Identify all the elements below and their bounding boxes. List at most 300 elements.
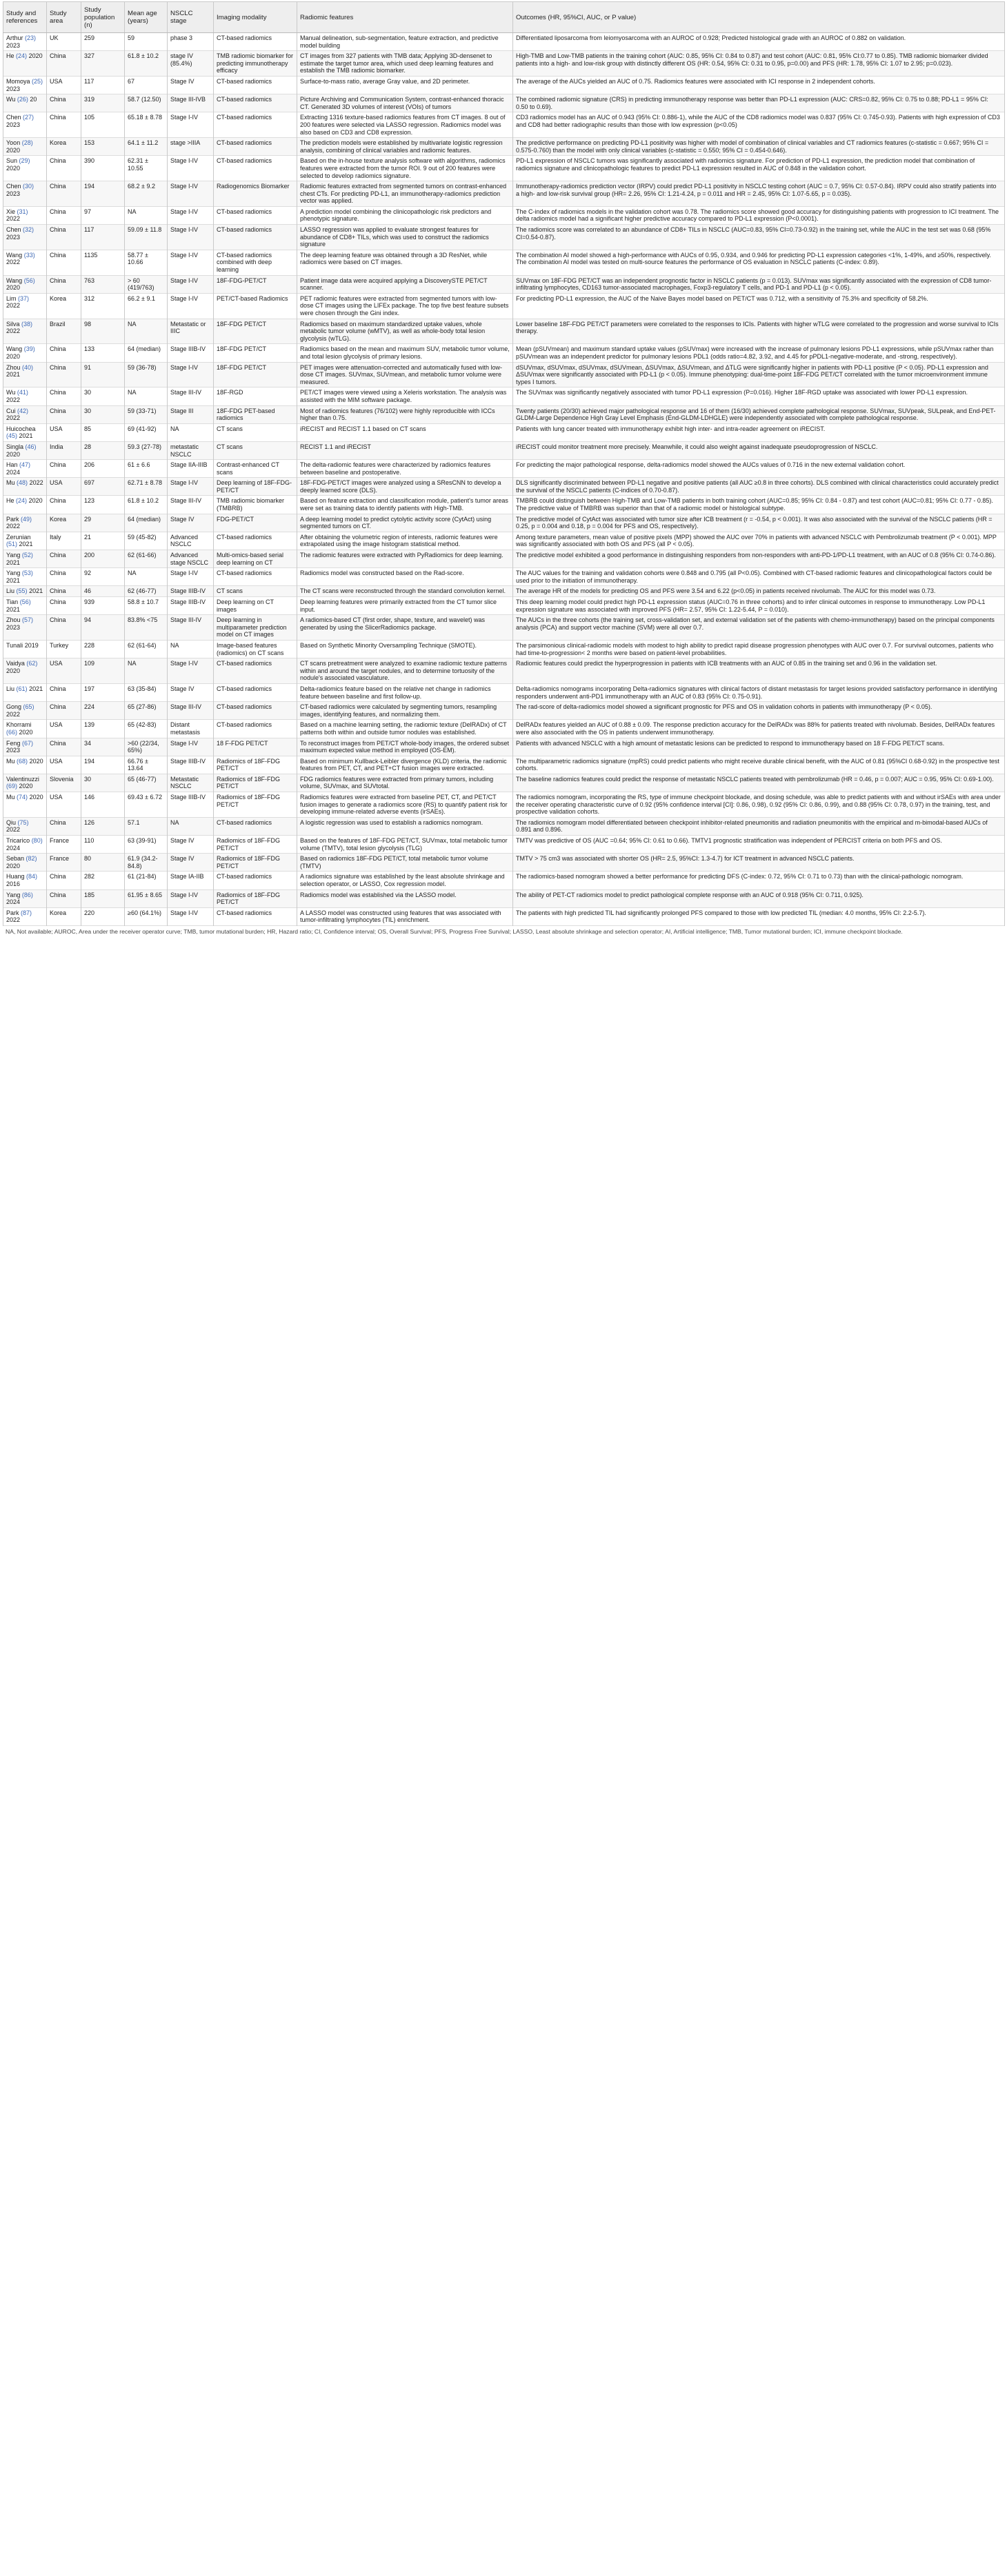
table-row xyxy=(3,597,1005,615)
study-cell xyxy=(3,854,47,872)
study-year: 2019 xyxy=(24,641,39,649)
reference-link[interactable]: (30) xyxy=(23,183,34,190)
study-year: 2021 xyxy=(19,541,33,548)
study-author: Sun xyxy=(6,157,18,165)
imaging-modality-cell: CT-based radiomics xyxy=(214,94,297,112)
mean-age-cell: 58.77 ± 10.66 xyxy=(125,250,168,275)
study-author: Feng xyxy=(6,739,21,747)
study-author: Tunali xyxy=(6,641,23,649)
radiomic-features-cell: The delta-radiomic features were characterized by radiomics features between baseline and postoperative. xyxy=(297,460,513,478)
study-year: 2020 xyxy=(28,497,43,505)
study-cell xyxy=(3,51,47,77)
mean-age-cell: 69.43 ± 6.72 xyxy=(125,792,168,818)
outcomes-cell: The baseline radiomics features could predict the response of metastatic NSCLC patients treated with pembrolizumab (HR = 0.46, p = 0.007; AUC = 0.95, 95% CI: 0.69-1.00). xyxy=(513,774,1005,792)
table-row xyxy=(3,319,1005,344)
table-row xyxy=(3,94,1005,112)
study-area-cell: Korea xyxy=(47,907,81,925)
imaging-modality-cell: CT scans xyxy=(214,586,297,597)
outcomes-cell: TMBRB could distinguish between High-TMB and Low-TMB patients in both training cohort (AUC=0.85; 95% CI: 0.84 - 0.87) and test cohort (AUC=0.81; 95% CI: 0.77 - 0.85). The predictive value of TMBRB was superior than that of a radiomic model or histological subtype. xyxy=(513,496,1005,514)
radiomic-features-cell: CT images from 327 patients with TMB data; Applying 3D-densenet to estimate the target tumor area, which used deep learning features and establish the TMB radiomic biomarker. xyxy=(297,51,513,77)
reference-link[interactable]: (37) xyxy=(18,294,30,302)
study-population-cell: 46 xyxy=(81,586,125,597)
imaging-modality-cell: 18F-FDG-PET/CT xyxy=(214,275,297,293)
reference-link[interactable]: (53) xyxy=(21,570,33,577)
study-population-cell: 109 xyxy=(81,658,125,684)
outcomes-cell: Twenty patients (20/30) achieved major pathological response and 16 of them (16/30) achieved complete pathological response. SUVmax, SUVpeak, SULpeak, and End-PET-GLDM-Large Dependence High Gray Level Emphasis (End-GLDM-LDHGLE) were independently associated with complete pathological response. xyxy=(513,405,1005,423)
study-cell xyxy=(3,597,47,615)
study-year: 2021 xyxy=(6,576,21,584)
mean-age-cell: 63 (39-91) xyxy=(125,836,168,854)
study-area-cell: China xyxy=(47,872,81,889)
study-population-cell: 110 xyxy=(81,836,125,854)
table-row xyxy=(3,362,1005,388)
imaging-modality-cell: CT-based radiomics xyxy=(214,568,297,586)
table-row xyxy=(3,907,1005,925)
study-author: Zhou xyxy=(6,616,21,624)
nsclc-stage-cell: Stage III-IV xyxy=(168,496,214,514)
study-area-cell: China xyxy=(47,362,81,388)
study-author: Yang xyxy=(6,552,21,559)
study-author: Lim xyxy=(6,294,17,302)
reference-link[interactable]: (82) xyxy=(26,855,37,863)
study-year: 2022 xyxy=(6,328,21,335)
study-area-cell: USA xyxy=(47,756,81,774)
table-row xyxy=(3,658,1005,684)
study-population-cell: 133 xyxy=(81,344,125,362)
nsclc-stage-cell: Stage I-IV xyxy=(168,275,214,293)
radiomic-features-cell: After obtaining the volumetric region of interests, radiomic features were extrapolated using the image histogram statistical method. xyxy=(297,532,513,550)
study-author: Gong xyxy=(6,703,22,711)
radiomic-features-cell: PET/CT images were viewed using a Xeleris workstation. The analysis was assisted with the MIM software package. xyxy=(297,388,513,405)
radiomic-features-cell: Picture Archiving and Communication System, contrast-enhanced thoracic CT. Generated 3D volumes of interest (VOIs) of tumors xyxy=(297,94,513,112)
outcomes-cell: High-TMB and Low-TMB patients in the training cohort (AUC: 0.85, 95% CI: 0.84 to 0.87) and test cohort (AUC: 0.81, 95% CI:0.77 to 0.85). TMB radiomic biomarker divided patients into a high- and low-risk group with distinctly different OS (HR: 0.54, 95% CI: 0.31 to 0.95, p=0.00) and PFS (HR: 1.78, 95% CI: 1.07 to 2.95; p=0.023). xyxy=(513,51,1005,77)
study-cell xyxy=(3,388,47,405)
outcomes-cell: iRECIST could monitor treatment more precisely. Meanwhile, it could also weight against inadequate pseudoprogression of NSCLC. xyxy=(513,441,1005,459)
imaging-modality-cell: CT scans xyxy=(214,423,297,441)
nsclc-stage-cell: Stage I-IV xyxy=(168,181,214,207)
study-author: Xie xyxy=(6,208,16,215)
study-year: 20 xyxy=(30,96,37,103)
radiomic-features-cell: Based on radiomics 18F-FDG PET/CT, total metabolic tumor volume (TMTV) xyxy=(297,854,513,872)
study-author: Mu xyxy=(6,479,15,487)
study-area-cell: China xyxy=(47,702,81,720)
reference-link[interactable]: (24) xyxy=(16,52,28,60)
outcomes-cell: The average of the AUCs yielded an AUC of 0.75. Radiomics features were associated with ICI response in 2 independent cohorts. xyxy=(513,76,1005,94)
study-author: Momoya xyxy=(6,77,30,85)
table-row xyxy=(3,388,1005,405)
reference-link[interactable]: (38) xyxy=(21,320,33,328)
study-area-cell: China xyxy=(47,250,81,275)
study-population-cell: 85 xyxy=(81,423,125,441)
table-row xyxy=(3,423,1005,441)
reference-link[interactable]: (42) xyxy=(17,407,29,414)
table-row xyxy=(3,817,1005,835)
reference-link[interactable]: (66) xyxy=(6,728,18,736)
imaging-modality-cell: CT-based radiomics xyxy=(214,702,297,720)
study-area-cell: USA xyxy=(47,423,81,441)
mean-age-cell: 83.8% <75 xyxy=(125,615,168,641)
table-row xyxy=(3,836,1005,854)
table-body xyxy=(3,33,1005,926)
study-population-cell: 1135 xyxy=(81,250,125,275)
mean-age-cell: 67 xyxy=(125,76,168,94)
reference-link[interactable]: (31) xyxy=(17,208,28,215)
imaging-modality-cell: Deep learning of 18F-FDG-PET/CT xyxy=(214,478,297,496)
study-author: Zhou xyxy=(6,363,21,371)
nsclc-stage-cell: Stage III-IV xyxy=(168,615,214,641)
study-author: Wang xyxy=(6,251,23,259)
study-author: Yang xyxy=(6,570,21,577)
table-row xyxy=(3,460,1005,478)
study-author: Singla xyxy=(6,443,24,450)
radiomic-features-cell: Radiomics model was established via the LASSO model. xyxy=(297,889,513,907)
reference-link[interactable]: (62) xyxy=(26,660,38,667)
study-population-cell: 34 xyxy=(81,738,125,756)
nsclc-stage-cell: Stage IV xyxy=(168,854,214,872)
outcomes-cell: DLS significantly discriminated between PD-L1 negative and positive patients (all AUC ≥0.8 in three cohorts). DLS combined with clinical characteristics could accurately predict the survival of the NSCLC patients (C-indices of 0.70-0.87). xyxy=(513,478,1005,496)
imaging-modality-cell: 18F-FDG PET/CT xyxy=(214,319,297,344)
study-population-cell: 939 xyxy=(81,597,125,615)
reference-link[interactable]: (29) xyxy=(19,157,30,165)
imaging-modality-cell: Radiomics of 18F-FDG PET/CT xyxy=(214,836,297,854)
study-author: Park xyxy=(6,909,19,916)
imaging-modality-cell: Radiomics of 18F-FDG PET/CT xyxy=(214,889,297,907)
imaging-modality-cell: Deep learning in multiparameter prediction model on CT images xyxy=(214,615,297,641)
mean-age-cell: 66.2 ± 9.1 xyxy=(125,293,168,319)
reference-link[interactable]: (39) xyxy=(23,345,35,353)
study-cell xyxy=(3,702,47,720)
table-row xyxy=(3,615,1005,641)
table-row xyxy=(3,720,1005,738)
study-author: Yang xyxy=(6,891,21,898)
study-cell xyxy=(3,405,47,423)
mean-age-cell: 61.95 ± 8.65 xyxy=(125,889,168,907)
reference-link[interactable]: (75) xyxy=(17,818,29,826)
outcomes-cell: DelRADx features yielded an AUC of 0.88 ± 0.09. The response prediction accuracy for the DelRADx was 88% for patients treated with nivolumab. Besides, DelRADx features were also associated with the OS in patients underwent immunotherapy. xyxy=(513,720,1005,738)
study-cell xyxy=(3,907,47,925)
reference-link[interactable]: (24) xyxy=(16,497,28,505)
mean-age-cell: NA xyxy=(125,319,168,344)
study-author: Liu xyxy=(6,587,15,595)
reference-link[interactable]: (55) xyxy=(16,587,28,595)
study-cell xyxy=(3,478,47,496)
radiomic-features-cell: Most of radiomics features (76/102) were highly reproducible with ICCs higher than 0.75. xyxy=(297,405,513,423)
radiomic-features-cell: Extracting 1316 texture-based radiomics features from CT images. 8 out of 200 features were selected via LASSO regression. Radiomics model was also based on CD3 and CD8 expression. xyxy=(297,112,513,138)
reference-link[interactable]: (45) xyxy=(6,432,18,440)
study-area-cell: Korea xyxy=(47,293,81,319)
imaging-modality-cell: CT-based radiomics xyxy=(214,112,297,138)
radiomic-features-cell: Based on feature extraction and classification module, patient's tumor areas were set as training data to identify patients with High-TMB. xyxy=(297,496,513,514)
study-population-cell: 224 xyxy=(81,702,125,720)
study-author: Chen xyxy=(6,114,21,121)
study-year: 2021 xyxy=(6,559,21,566)
study-author: Huang xyxy=(6,873,25,881)
study-author: Chen xyxy=(6,226,21,234)
study-author: Yoon xyxy=(6,139,21,147)
nsclc-stage-cell: Stage IIA-IIIB xyxy=(168,460,214,478)
study-cell xyxy=(3,156,47,181)
radiomic-features-cell: Radiomics model was constructed based on the Rad-score. xyxy=(297,568,513,586)
imaging-modality-cell: CT-based radiomics xyxy=(214,76,297,94)
study-year: 2023 xyxy=(6,41,21,49)
reference-link[interactable]: (86) xyxy=(21,891,33,898)
radiomic-features-cell: PET radiomic features were extracted from segmented tumors with low-dose CT images using the LIFEx package. The top five best feature subsets were chosen through the Gini index. xyxy=(297,293,513,319)
mean-age-cell: 64.1 ± 11.2 xyxy=(125,138,168,156)
radiomic-features-cell: CT-based radiomics were calculated by segmenting tumors, resampling images, identifying features, and normalizing them. xyxy=(297,702,513,720)
reference-link[interactable]: (84) xyxy=(26,873,38,881)
imaging-modality-cell: CT-based radiomics xyxy=(214,138,297,156)
outcomes-cell: The rad-score of delta-radiomics model showed a significant prognostic for PFS and OS in validation cohorts in patients with immunotherapy (P < 0.05). xyxy=(513,702,1005,720)
outcomes-cell: The SUVmax was significantly negatively associated with tumor PD-L1 expression (P=0.016). Higher 18F-RGD uptake was associated with lower PD-L1 expression. xyxy=(513,388,1005,405)
study-author: Huicochea xyxy=(6,425,36,432)
mean-age-cell: NA xyxy=(125,658,168,684)
mean-age-cell: 65 (42-83) xyxy=(125,720,168,738)
radiomic-features-cell: Patient image data were acquired applying a DiscoverySTE PET/CT scanner. xyxy=(297,275,513,293)
table-row xyxy=(3,225,1005,250)
outcomes-cell: TMTV was predictive of OS (AUC =0.64; 95% CI: 0.61 to 0.66). TMTV1 prognostic stratification was independent of PERCIST criteria on both PFS and OS. xyxy=(513,836,1005,854)
table-footnote: NA, Not available; AUROC, Area under the receiver operator curve; TMB, tumor mutational burden; HR, Hazard ratio; CI, Confidence interval; OS, Overall Survival; PFS, Progress Free Survival; LASSO, Least absolute shrinkage and selection operator; AI, Artificial intelligence; TMB, Tumor mutational burden; ICI, immune checkpoint blockade. xyxy=(6,927,903,935)
table-header-row xyxy=(3,2,1005,33)
radiomic-features-cell: Radiomics based on maximum standardized uptake values, whole metabolic tumor volume (wMTV), as well as whole-body total lesion glycolysis (wTLG). xyxy=(297,319,513,344)
radiomic-features-cell: A logistic regression was used to establish a radiomics nomogram. xyxy=(297,817,513,835)
study-cell xyxy=(3,586,47,597)
study-year: 2022 xyxy=(6,916,21,924)
mean-age-cell: 62.71 ± 8.78 xyxy=(125,478,168,496)
study-cell xyxy=(3,720,47,738)
radiomic-features-cell: Surface-to-mass ratio, average Gray value, and 2D perimeter. xyxy=(297,76,513,94)
imaging-modality-cell: 18F-FDG PET-based radiomics xyxy=(214,405,297,423)
outcomes-cell: The AUC values for the training and validation cohorts were 0.848 and 0.795 (all P<0.05). Combined with CT-based radiomic features and clinicopathological factors could be used prior to the initiation of immunotherapy. xyxy=(513,568,1005,586)
imaging-modality-cell: TMB radiomic biomarker for predicting immunotherapy efficacy xyxy=(214,51,297,77)
imaging-modality-cell: Radiomics of 18F-FDG PET/CT xyxy=(214,774,297,792)
study-cell xyxy=(3,532,47,550)
nsclc-stage-cell: Stage I-IV xyxy=(168,225,214,250)
study-area-cell: Turkey xyxy=(47,640,81,658)
nsclc-stage-cell: Stage III-IVB xyxy=(168,94,214,112)
imaging-modality-cell: FDG-PET/CT xyxy=(214,514,297,532)
reference-link[interactable]: (74) xyxy=(17,794,28,801)
study-year: 2016 xyxy=(6,881,21,887)
study-area-cell: Korea xyxy=(47,514,81,532)
mean-age-cell: 58.7 (12.50) xyxy=(125,94,168,112)
imaging-modality-cell: Contrast-enhanced CT scans xyxy=(214,460,297,478)
study-area-cell: France xyxy=(47,836,81,854)
table-row xyxy=(3,774,1005,792)
study-cell xyxy=(3,658,47,684)
reference-link[interactable]: (28) xyxy=(21,139,33,147)
mean-age-cell: 65 (46-77) xyxy=(125,774,168,792)
reference-link[interactable]: (87) xyxy=(21,909,32,916)
study-year: 2020 xyxy=(19,783,33,790)
outcomes-cell: PD-L1 expression of NSCLC tumors was significantly associated with radiomics signature. For prediction of PD-L1 expression, the prediction model that combination of radiomics signature and clinicopathologic features to predict PD-L1 expression resulted in AUC of 0.848 in the validation cohort. xyxy=(513,156,1005,181)
radiomic-features-cell: The radiomic features were extracted with PyRadiomics for deep learning. xyxy=(297,550,513,568)
study-year: 2022 xyxy=(6,259,21,266)
study-year: 2023 xyxy=(6,233,21,241)
study-year: 2022 xyxy=(6,396,21,403)
reference-link[interactable]: (51) xyxy=(6,541,18,548)
reference-link[interactable]: (56) xyxy=(19,598,31,605)
nsclc-stage-cell: NA xyxy=(168,640,214,658)
reference-link[interactable]: (65) xyxy=(23,703,34,711)
reference-link[interactable]: (23) xyxy=(25,34,37,41)
study-author: Vaidya xyxy=(6,660,25,667)
reference-link[interactable]: (41) xyxy=(17,389,28,396)
imaging-modality-cell: CT-based radiomics xyxy=(214,33,297,51)
reference-link[interactable]: (52) xyxy=(21,552,33,559)
reference-link[interactable]: (67) xyxy=(22,739,34,747)
radiomic-features-cell: Radiomics based on the mean and maximum SUV, metabolic tumor volume, and total lesion glycolysis of primary lesions. xyxy=(297,344,513,362)
nsclc-stage-cell: Stage I-IV xyxy=(168,889,214,907)
outcomes-cell: The combination AI model showed a high-performance with AUCs of 0.95, 0.934, and 0.946 for predicting PD-L1 expression categories <1%, 1-49%, and ≥50%, respectively. The combination AI model was tested on multi-source features the performance of OS evaluation in NSCLC patients (C-index: 0.89). xyxy=(513,250,1005,275)
study-cell xyxy=(3,738,47,756)
study-cell xyxy=(3,836,47,854)
radiomic-features-cell: A LASSO model was constructed using features that was associated with tumor-infiltrating lymphocytes (TIL) enrichment. xyxy=(297,907,513,925)
table-row xyxy=(3,33,1005,51)
study-area-cell: Slovenia xyxy=(47,774,81,792)
mean-age-cell: 61.8 ± 10.2 xyxy=(125,51,168,77)
study-population-cell: 105 xyxy=(81,112,125,138)
table-row xyxy=(3,496,1005,514)
study-year: 2021 xyxy=(6,605,21,613)
reference-link[interactable]: (48) xyxy=(17,479,28,487)
study-cell xyxy=(3,441,47,459)
study-year: 2023 xyxy=(6,747,21,754)
reference-link[interactable]: (80) xyxy=(31,837,43,845)
reference-link[interactable]: (47) xyxy=(19,461,31,469)
study-area-cell: India xyxy=(47,441,81,459)
study-population-cell: 390 xyxy=(81,156,125,181)
radiomic-features-cell: Based on the in-house texture analysis software with algorithms, radiomics features were extracted from the tumor ROI. 9 out of 200 features were selected to develop radiomics signature. xyxy=(297,156,513,181)
radiomic-features-cell: Radiomic features extracted from segmented tumors on contrast-enhanced chest CTs. For predicting PD-L1, an immunotherapy-radiomics prediction vector was applied. xyxy=(297,181,513,207)
radiomic-features-cell: FDG radiomics features were extracted from primary tumors, including volume, SUVmax, and SUVtotal. xyxy=(297,774,513,792)
study-population-cell: 30 xyxy=(81,774,125,792)
mean-age-cell: >60 (22/34, 65%) xyxy=(125,738,168,756)
study-cell xyxy=(3,550,47,568)
study-author: Khorrami xyxy=(6,721,32,729)
mean-age-cell: 62 (61-66) xyxy=(125,550,168,568)
reference-link[interactable]: (26) xyxy=(17,96,28,103)
nsclc-stage-cell: Distant metastasis xyxy=(168,720,214,738)
study-population-cell: 146 xyxy=(81,792,125,818)
imaging-modality-cell: 18F-FDG PET/CT xyxy=(214,344,297,362)
table-row xyxy=(3,683,1005,701)
reference-link[interactable]: (32) xyxy=(23,226,34,234)
study-cell xyxy=(3,138,47,156)
nsclc-stage-cell: Stage IV xyxy=(168,76,214,94)
study-year: 2020 xyxy=(6,146,21,154)
table-row xyxy=(3,76,1005,94)
radiomic-features-cell: Radiomics features were extracted from baseline PET, CT, and PET/CT fusion images to generate a radiomics score (RS) to quantify patient risk for developing immune-related adverse events (irSAEs). xyxy=(297,792,513,818)
reference-link[interactable]: (27) xyxy=(23,114,34,121)
radiomic-features-cell: A deep learning model to predict cytolytic activity score (CytAct) using segmented tumors on CT. xyxy=(297,514,513,532)
reference-link[interactable]: (56) xyxy=(23,276,35,284)
study-cell xyxy=(3,889,47,907)
study-area-cell: USA xyxy=(47,720,81,738)
reference-link[interactable]: (49) xyxy=(21,515,32,523)
nsclc-stage-cell: Stage I-IV xyxy=(168,206,214,224)
mean-age-cell: 64 (median) xyxy=(125,514,168,532)
study-area-cell: China xyxy=(47,586,81,597)
study-year: 2020 xyxy=(6,667,21,674)
study-population-cell: 126 xyxy=(81,817,125,835)
study-author: Silva xyxy=(6,320,20,328)
mean-age-cell: NA xyxy=(125,388,168,405)
header-cell: Study and references xyxy=(3,2,47,33)
table-row xyxy=(3,112,1005,138)
radiomic-features-cell: The prediction models were established by multivariate logistic regression analysis, combining of clinical variables and radiomic features. xyxy=(297,138,513,156)
reference-link[interactable]: (40) xyxy=(22,363,34,371)
imaging-modality-cell: 18 F-FDG PET/CT xyxy=(214,738,297,756)
study-year: 2022 xyxy=(6,710,21,718)
table-row xyxy=(3,138,1005,156)
reference-link[interactable]: (61) xyxy=(16,685,28,692)
imaging-modality-cell: CT-based radiomics xyxy=(214,532,297,550)
reference-link[interactable]: (69) xyxy=(6,783,18,790)
nsclc-stage-cell: Stage I-IV xyxy=(168,738,214,756)
study-author: Wang xyxy=(6,345,23,353)
study-cell xyxy=(3,293,47,319)
study-author: Chen xyxy=(6,183,21,190)
nsclc-stage-cell: Advanced stage NSCLC xyxy=(168,550,214,568)
outcomes-cell: The predictive model of CytAct was associated with tumor size after ICB treatment (r = -0.54, p < 0.001). It was also associated with the survival of the NSCLC patients (HR = 0.25, p = 0.004 and 0.18, p = 0.004 for PFS and OS, respectively). xyxy=(513,514,1005,532)
outcomes-cell: CD3 radiomics model has an AUC of 0.943 (95% CI: 0.886-1), while the AUC of the CD8 radiomics model was 0.837 (95% CI: 0.745-0.93). Patients with high expression of CD3 and CD8 had better radiographic results than those with low expression (p<0.05) xyxy=(513,112,1005,138)
reference-link[interactable]: (68) xyxy=(17,757,28,765)
study-cell xyxy=(3,33,47,51)
nsclc-stage-cell: metastatic NSCLC xyxy=(168,441,214,459)
nsclc-stage-cell: Stage IV xyxy=(168,514,214,532)
study-population-cell: 29 xyxy=(81,514,125,532)
study-area-cell: China xyxy=(47,889,81,907)
study-population-cell: 194 xyxy=(81,756,125,774)
imaging-modality-cell: 18F-RGD xyxy=(214,388,297,405)
study-population-cell: 763 xyxy=(81,275,125,293)
study-population-cell: 259 xyxy=(81,33,125,51)
study-population-cell: 185 xyxy=(81,889,125,907)
outcomes-cell: The radiomics score was correlated to an abundance of CD8+ TILs in NSCLC (AUC=0.83, 95% CI=0.73-0.92) in the training set, while the AUC in the test set was 0.68 (95% CI=0.54-0.87). xyxy=(513,225,1005,250)
study-year: 2021 xyxy=(29,685,43,692)
nsclc-stage-cell: Stage I-IV xyxy=(168,112,214,138)
imaging-modality-cell: CT-based radiomics combined with deep learning xyxy=(214,250,297,275)
radiomic-features-cell: RECIST 1.1 and iRECIST xyxy=(297,441,513,459)
mean-age-cell: 61 (21-84) xyxy=(125,872,168,889)
outcomes-cell: Radiomic features could predict the hyperprogression in patients with ICB treatments with an AUC of 0.85 in the training set and 0.96 in the validation set. xyxy=(513,658,1005,684)
outcomes-cell: The radiomics nomogram model differentiated between checkpoint inhibitor-related pneumonitis and radiation pneumonitis with the empirical and m-bimodal-based AUCs of 0.891 and 0.896. xyxy=(513,817,1005,835)
nsclc-stage-cell: Stage IIIB-IV xyxy=(168,344,214,362)
study-year: 2020 xyxy=(29,757,43,765)
table-row xyxy=(3,854,1005,872)
nsclc-stage-cell: stage >IIIA xyxy=(168,138,214,156)
table-row xyxy=(3,702,1005,720)
nsclc-stage-cell: Stage I-IV xyxy=(168,250,214,275)
mean-age-cell: 62 (61-64) xyxy=(125,640,168,658)
study-population-cell: 200 xyxy=(81,550,125,568)
study-author: Zerunian xyxy=(6,533,31,541)
reference-link[interactable]: (57) xyxy=(22,616,34,624)
nsclc-stage-cell: Stage I-IV xyxy=(168,907,214,925)
study-area-cell: USA xyxy=(47,792,81,818)
study-year: 2023 xyxy=(6,190,21,197)
imaging-modality-cell: 18F-FDG PET/CT xyxy=(214,362,297,388)
mean-age-cell: 59 (36-78) xyxy=(125,362,168,388)
reference-link[interactable]: (25) xyxy=(32,77,43,85)
table-row xyxy=(3,568,1005,586)
outcomes-cell: Differentiated liposarcoma from leiomyosarcoma with an AUROC of 0.928; Predicted histological grade with an AUROC of 0.882 on validation. xyxy=(513,33,1005,51)
reference-link[interactable]: (33) xyxy=(23,251,35,259)
study-cell xyxy=(3,496,47,514)
outcomes-cell: The predictive model exhibited a good performance in distinguishing responders from non-responders with anti-PD-1/PD-L1 treatment, with an AUC of 0.8 (95% CI: 0.74-0.86). xyxy=(513,550,1005,568)
study-population-cell: 30 xyxy=(81,388,125,405)
reference-link[interactable]: (46) xyxy=(25,443,37,450)
